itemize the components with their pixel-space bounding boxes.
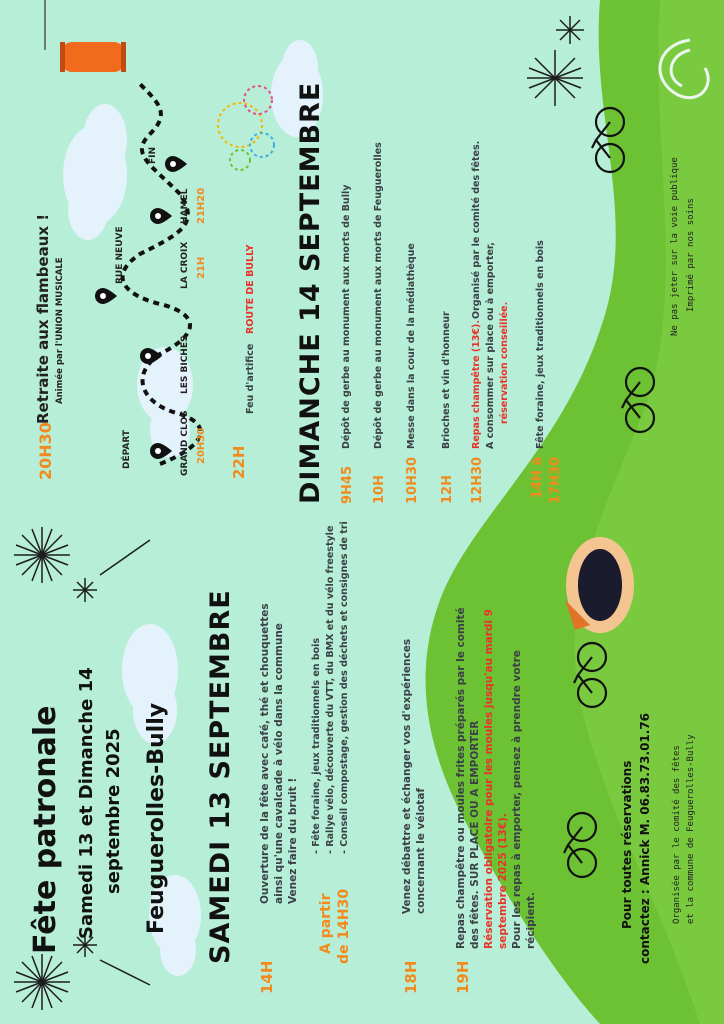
sat-event-1-line-1: Ouverture de la fête avec café, thé et chouquettes [259, 603, 271, 904]
stop-fin-name: FIN [148, 146, 158, 164]
contact-line-2: contactez : Annick M. 06.83.73.01.76 [638, 712, 652, 964]
stop-depart-time: 20H30 [196, 427, 207, 464]
sun-time-14h-line-2: 17H30 [548, 456, 563, 504]
town-name: Feuguerolles-Bully [144, 702, 169, 934]
sun-event-5-red-prefix: Repas champêtre (13€). [471, 320, 482, 449]
sat-event-4-after-1: Pour les repas à emporter, pensez à prendre votre [511, 650, 523, 949]
sun-event-6-line-1: Fête foraine, jeux traditionnels en bois [535, 240, 546, 449]
sat-event-1-line-3: Venez faire du bruit ! [287, 777, 299, 904]
stop-la-croix-time: 21H [196, 256, 207, 279]
stop-biches-place: LES BICHES [180, 335, 190, 394]
sun-event-5-line-2: A consommer sur place ou à emporter, [485, 242, 496, 449]
sat-event-4-after-2: récipient. [525, 892, 537, 949]
dates-line-2: septembre 2025 [103, 728, 124, 894]
sun-time-10h: 10H [372, 475, 387, 504]
sat-event-1-line-2: ainsi qu'une cavalcade à vélo dans la commune [273, 623, 285, 904]
retraite-time: 20H30 [36, 422, 55, 480]
stop-hamel-time: 21H20 [196, 187, 207, 224]
retraite-subtitle: Animée par l'UNION MUSICALE [55, 257, 65, 404]
sun-time-12h30: 12H30 [470, 456, 485, 504]
stop-depart-place: GRAND CLOS [180, 410, 190, 476]
retraite-title: Retraite aux flambeaux ! [34, 213, 52, 424]
stop-la-croix-place: LA CROIX [180, 241, 190, 289]
sat-event-2-line-2: - Rallye vélo, découverte du VTT, du BMX et du vélo freestyle [325, 525, 336, 854]
poster-title: Fête patronale [28, 705, 63, 954]
sat-event-4-line-2: des fêtes. SUR PLACE OU A EMPORTER [469, 720, 481, 949]
map-pin-icon [165, 156, 187, 172]
stop-depart-name: DÉPART [122, 429, 132, 469]
sun-time-9h45: 9H45 [340, 465, 355, 504]
sat-event-4-line-1: Repas champêtre ou moules frites préparés par le comité [455, 607, 467, 949]
feu-text: Feu d'artifice [245, 343, 256, 414]
sun-event-4-line-1: Brioches et vin d'honneur [441, 311, 452, 449]
sun-event-5-line-1: Organisé par le comité des fêtes. [471, 140, 482, 319]
sun-event-1-line-1: Dépôt de gerbe au monument aux morts de Bully [341, 184, 352, 449]
feu-place: ROUTE DE BULLY [245, 244, 256, 334]
stop-hamel-place: HAMEL [180, 188, 190, 224]
dates-line-1: Samedi 13 et Dimanche 14 [76, 667, 97, 939]
map-pin-icon [95, 288, 117, 304]
map-pin-icon [140, 348, 162, 364]
footer-line-1: Ne pas jeter sur la voie publique [670, 157, 680, 336]
sat-event-2-line-1: - Fête foraine, jeux traditionnels en bois [311, 637, 322, 854]
sat-event-4-red-2: septembre 2025 (13€). [497, 813, 509, 949]
map-pin-icon [150, 443, 172, 459]
sunday-heading: DIMANCHE 14 SEPTEMBRE [295, 81, 326, 504]
saturday-heading: SAMEDI 13 SEPTEMBRE [205, 589, 236, 964]
sun-time-12h: 12H [440, 475, 455, 504]
sun-event-2-line-1: Dépôt de gerbe au monument aux morts de Feuguerolles [373, 142, 384, 449]
sun-event-5-red-1: réservation conseillée. [499, 301, 510, 424]
feu-time: 22H [230, 445, 248, 479]
sat-time-14h: 14H [258, 960, 276, 994]
sat-time-14h30-line-2: de 14H30 [336, 888, 352, 964]
sat-time-19h: 19H [454, 960, 472, 994]
map-pin-icon [150, 208, 172, 224]
sun-time-10h30: 10H30 [405, 456, 420, 504]
sun-time-14h-line-1: 14H à [530, 456, 545, 499]
sun-event-3-line-1: Messe dans la cour de la médiathèque [406, 243, 417, 449]
contact-line-1: Pour toutes réservations [620, 760, 634, 929]
sat-time-18h: 18H [402, 960, 420, 994]
sat-event-3-line-2: concernant le vélotaf [415, 788, 427, 914]
sat-event-3-line-1: Venez débattre et échanger vos d'expériences [401, 638, 413, 914]
sat-time-14h30-line-1: A partir [318, 893, 334, 954]
sat-event-4-red-1: Réservation obligatoire pour les moules jusqu'au mardi 9 [483, 609, 495, 949]
organizer-line-1: Organisée par le comité des fêtes [672, 745, 682, 924]
organizer-line-2: et la commune de Feuguerolles-Bully [686, 734, 696, 924]
footer-line-2: Imprimé par nos soins [686, 198, 696, 312]
sat-event-2-line-3: - Conseil compostage, gestion des déchets et consignes de tri [339, 521, 350, 854]
stop-rue-neuve-name: RUE NEUVE [115, 226, 125, 284]
